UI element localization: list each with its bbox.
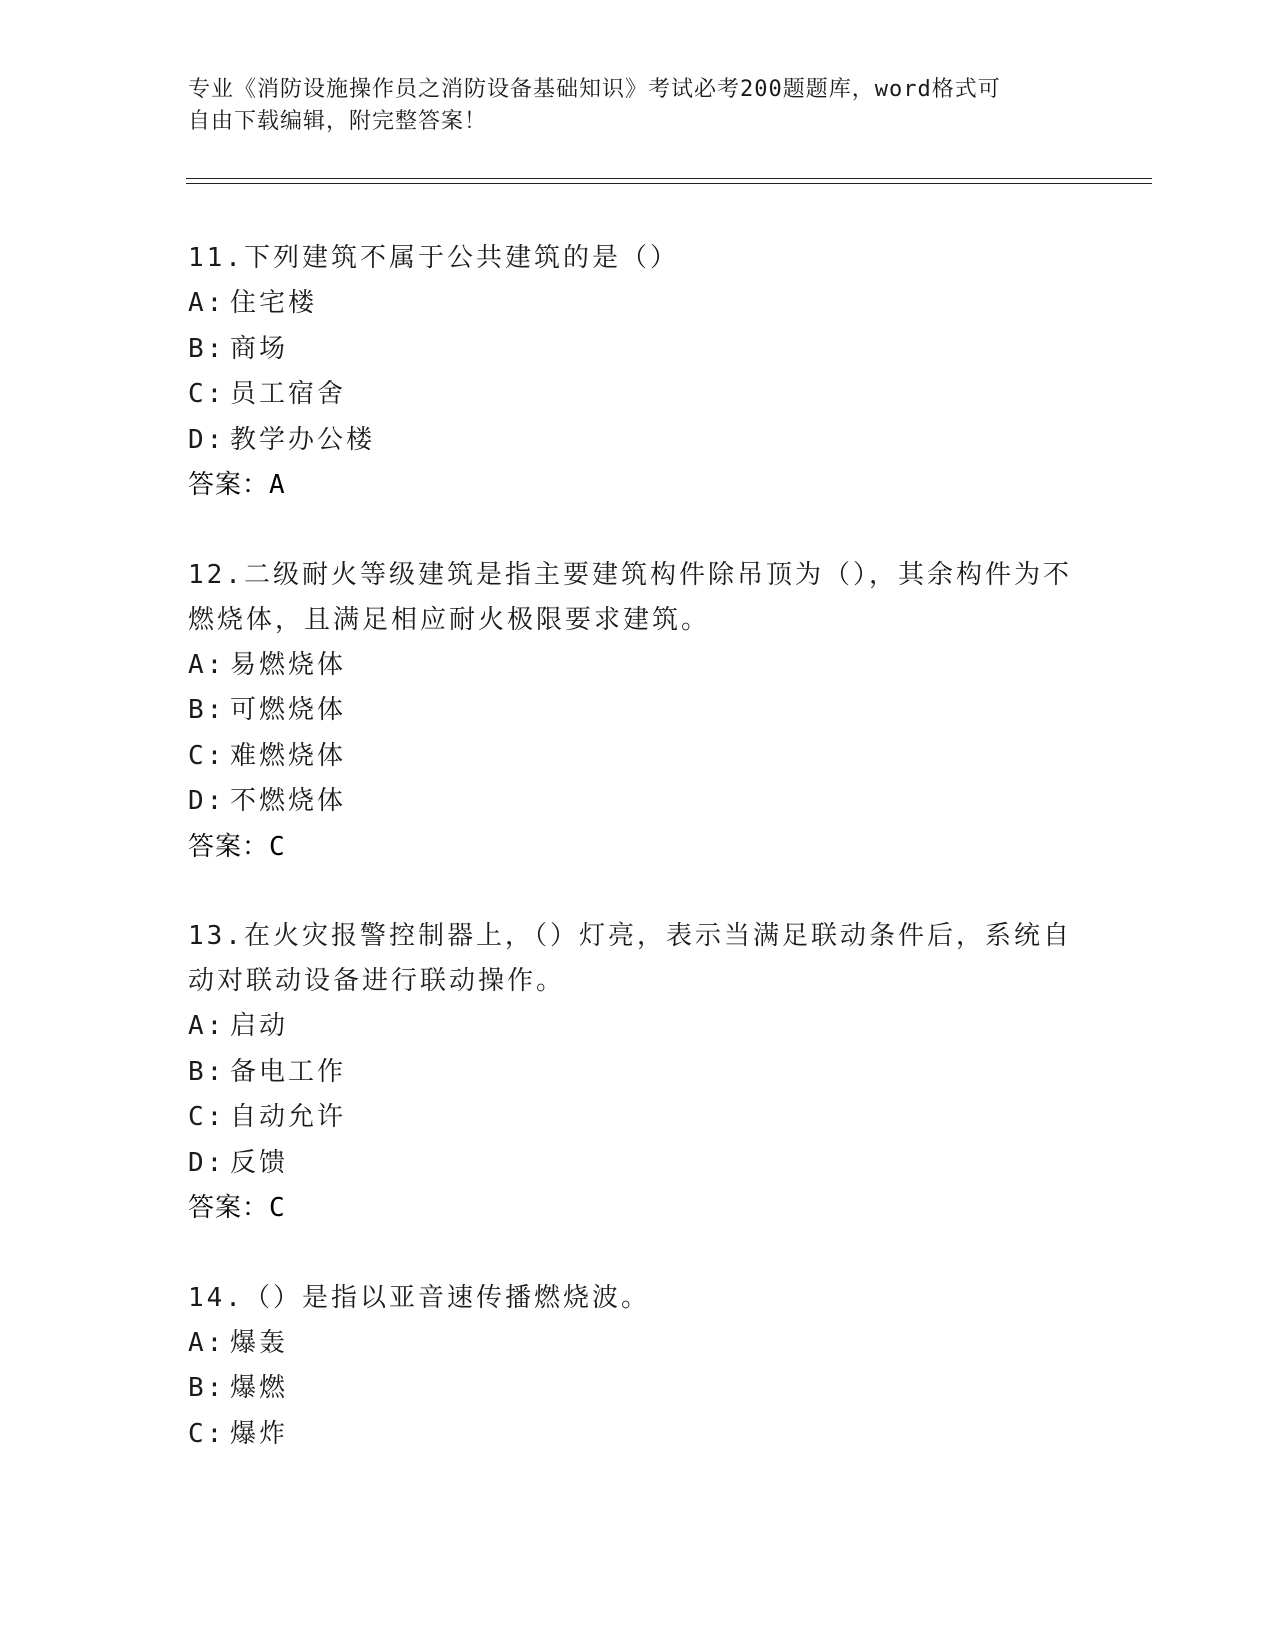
option-text: 难燃烧体 <box>230 740 347 771</box>
option-text: 启动 <box>230 1011 289 1041</box>
header-divider-bottom <box>186 183 1152 184</box>
question-14 <box>188 1276 1088 1458</box>
question-13 <box>188 914 1088 1232</box>
option-text: 不燃烧体 <box>230 786 347 816</box>
option-a <box>188 281 1088 327</box>
option-d <box>188 779 1088 825</box>
option-key: D: <box>188 424 226 455</box>
question-stem: 11.下列建筑不属于公共建筑的是（） <box>188 243 679 273</box>
question-stem: 14.（）是指以亚音速传播燃烧波。 <box>188 1282 650 1313</box>
question-11 <box>188 236 1088 509</box>
option-a <box>188 1004 1088 1050</box>
option-b <box>188 1050 1088 1096</box>
option-text: 反馈 <box>230 1147 289 1178</box>
option-text: 员工宿舍 <box>230 379 347 409</box>
option-key: A: <box>188 649 226 680</box>
option-text: 住宅楼 <box>230 288 318 318</box>
option-c <box>188 1412 1088 1458</box>
option-b <box>188 327 1088 373</box>
option-key: B: <box>188 333 226 364</box>
question-12 <box>188 553 1088 871</box>
option-key: A: <box>188 288 226 318</box>
option-text: 备电工作 <box>230 1056 347 1087</box>
option-c <box>188 1095 1088 1141</box>
option-text: 爆轰 <box>230 1327 289 1358</box>
option-b <box>188 1366 1088 1412</box>
option-key: C: <box>188 1418 226 1449</box>
option-b <box>188 688 1088 734</box>
header-line-2: 自由下载编辑，附完整答案！ <box>188 109 488 134</box>
question-stem: 12.二级耐火等级建筑是指主要建筑构件除吊顶为（），其余构件为不燃烧体，且满足相应耐火极限要求建筑。 <box>188 559 1072 635</box>
option-text: 爆燃 <box>230 1373 289 1403</box>
option-a <box>188 1321 1088 1367</box>
option-key: B: <box>188 1056 226 1087</box>
option-key: D: <box>188 786 226 816</box>
option-key: D: <box>188 1147 226 1178</box>
option-text: 教学办公楼 <box>230 424 376 455</box>
option-text: 爆炸 <box>230 1418 289 1449</box>
option-key: B: <box>188 695 226 725</box>
option-d <box>188 1141 1088 1187</box>
option-c <box>188 372 1088 418</box>
option-key: A: <box>188 1011 226 1041</box>
header-line-1: 专业《消防设施操作员之消防设备基础知识》考试必考200题题库，word格式可 <box>188 77 1001 102</box>
question-stem: 13.在火灾报警控制器上，（）灯亮，表示当满足联动条件后，系统自动对联动设备进行联动操作。 <box>188 921 1072 996</box>
answer-line: 答案：C <box>188 1193 286 1223</box>
question-list <box>188 236 1088 1501</box>
option-key: C: <box>188 379 226 409</box>
option-c <box>188 734 1088 780</box>
header-divider-top <box>186 178 1152 179</box>
option-text: 可燃烧体 <box>230 695 347 725</box>
answer-line: 答案：C <box>188 831 286 862</box>
option-a <box>188 643 1088 689</box>
option-key: B: <box>188 1373 226 1403</box>
option-key: A: <box>188 1327 226 1358</box>
answer-line: 答案：A <box>188 470 286 500</box>
option-key: C: <box>188 740 226 771</box>
option-d <box>188 418 1088 464</box>
option-text: 自动允许 <box>230 1102 347 1132</box>
option-key: C: <box>188 1102 226 1132</box>
document-header <box>188 74 1068 138</box>
option-text: 商场 <box>230 333 289 364</box>
option-text: 易燃烧体 <box>230 649 347 680</box>
